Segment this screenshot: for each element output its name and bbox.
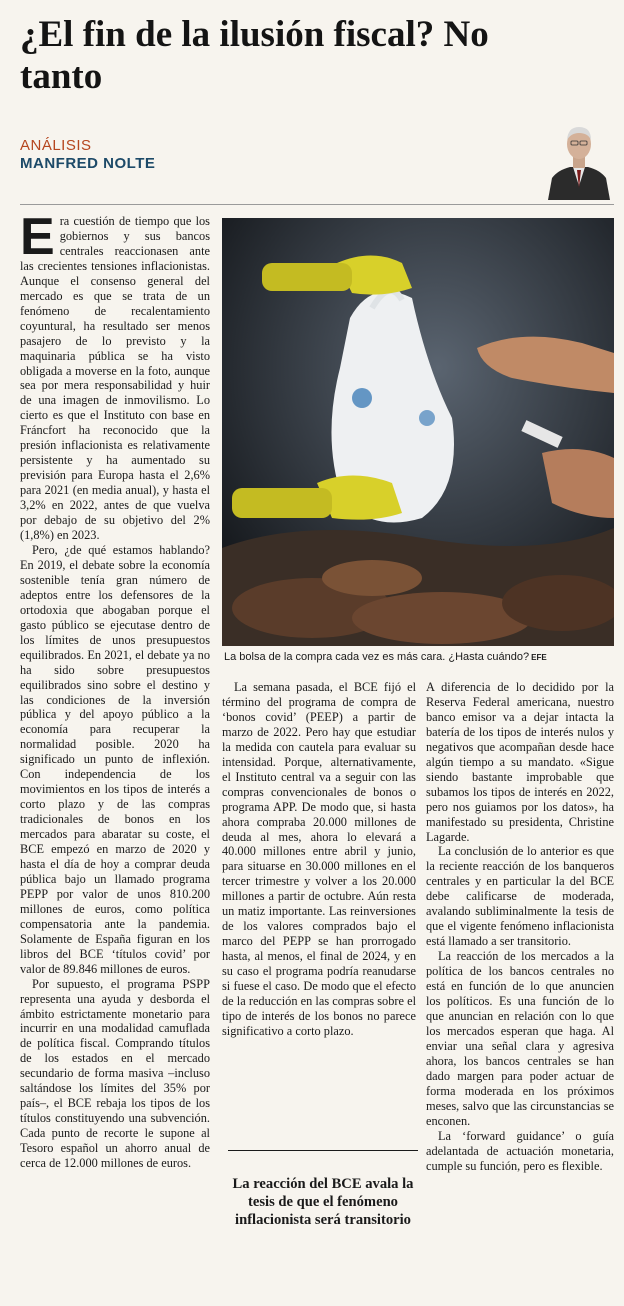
paragraph-2: Pero, ¿de qué estamos hablando? En 2019, el debate sobre la economía sostenible tenía gran número de adeptos entre los defensores de la ortodoxia que abogaban porque el gasto público se ejecutase dentro de los límites de unos presupuestos equilibrados. En 2021, el debate ya no ha sido sobre presupuestos equilibrados sino sobre el destino y las condiciones de la inversión pública y del apoyo público a la economía para recuperar la normalidad posible. 2020 ha significado un punto de inflexión. Con independencia de los movimientos en los tipos de interés a corto plazo y de las compras tradicionales de bonos en los mercados para abaratar su coste, el BCE empezó en marzo de 2020 y hasta el día de hoy a comprar deuda pública bajo un llamado programa PEPP por valor de unos 810.200 millones de euros, como política compensatoria ante la pandemia. Solamente de España figuran en los libros del BCE ‘títulos covid’ por valor de 89.846 millones de euros. xyxy=(20,542,210,976)
article-column-1 xyxy=(20,214,210,1274)
drop-cap: E xyxy=(20,214,55,266)
market-photo xyxy=(222,218,614,646)
paragraph-1: ra cuestión de tiempo que los gobiernos y sus bancos centrales reaccionasen ante las crecientes tensiones inflacionistas. Aunque el consenso general del mercado es que se trata de un fenómeno de recalentamiento coyuntural, ha resultado ser menos pasajero de lo previsto y la maquinaria pública se ha visto obligada a moverse en la foto, aunque sea por mera responsabilidad y huir de una imagen de inmovilismo. Lo cierto es que el Instituto con base en Fráncfort ha reconocido que la presión inflacionista es relativamente persistente y ha aumentado su previsión para Europa hasta el 2,6% para 2021 (en media anual), y hasta el 3,2% en 2022, antes de que vuelva por debajo de su objetivo del 2% (1,8%) en 2023. xyxy=(20,214,210,543)
paragraph-5: A diferencia de lo decidido por la Reserva Federal americana, nuestro banco emisor va a dejar intacta la batería de los tipos de interés nulos y negativos que acompañan desde hace algún tiempo a su mandato. «Sigue siendo bastante improbable que subamos los tipos de interés en 2022, pero nos guiamos por los datos», ha manifestado su presidenta, Christine Lagarde. xyxy=(426,680,614,844)
paragraph-8: La ‘forward guidance’ o guía adelantada de actuación monetaria, cumple su función, pero es flexible. xyxy=(426,1128,614,1173)
paragraph-6: La conclusión de lo anterior es que la reciente reacción de los banqueros centrales y en particular la del BCE debe calificarse de moderada, avalando subliminalmente la tesis de que el vigente fenómeno inflacionista está llamado a ser transitorio. xyxy=(426,844,614,949)
paragraph-7: La reacción de los mercados a la política de los bancos centrales no está en función de lo que anuncien los políticos. Es una función de lo que anuncian en relación con lo que los mercados esperan que haga. Al enviar una señal clara y agresiva ahora, los bancos centrales se han dado margen para poder actuar de forma moderada en los próximos meses, salvo que las circunstancias se enconen. xyxy=(426,949,614,1128)
paragraph-3: Por supuesto, el programa PSPP representa una ayuda y desborda el ámbito estrictamente monetario para incurrir en una modalidad camuflada de política fiscal. Comprando títulos de los estados en el mercado secundario de forma masiva –incluso saltándose los límites del 35% por país–, el BCE rebaja los tipos de los títulos constituyendo una subvención. Cada punto de recorte le supone al Tesoro español un ahorro anual de cerca de 12.000 millones de euros. xyxy=(20,976,210,1171)
pull-quote xyxy=(228,1150,418,1269)
paragraph-4: La semana pasada, el BCE fijó el término del programa de compra de ‘bonos covid’ (PEEP) a partir de marzo de 2022. Pero hay que estudiar la medida con cautela para evaluar su intensidad. Porque, alternativamente, el Instituto central va a seguir con las compras convencionales de bonos o programa APP. De modo que, si hasta ahora compraba 20.000 millones de deuda al mes, ahora lo elevará a 40.000 millones entre abril y junio, para situarse en 30.000 millones en el tercer trimestre y volver a los 20.000 millones a partir de octubre. Aún resta un matiz importante. Las reinversiones de los valores comprados bajo el marco del PEPP se han prorrogado hasta, al menos, el final de 2024, y en su caso el programa podría reanudarse si fuese el caso. De modo que el efecto de la reducción en las compras sobre el tipo de interés de los bonos no parece significativo a corto plazo. xyxy=(222,680,416,1038)
headline: ¿El fin de la ilusión fiscal? No tanto xyxy=(20,14,489,97)
section-label: ANÁLISIS xyxy=(20,137,92,154)
article-column-3 xyxy=(426,680,614,1276)
photo-caption: La bolsa de la compra cada vez es más cara. ¿Hasta cuándo? xyxy=(224,651,530,663)
author-name: MANFRED NOLTE xyxy=(20,155,156,172)
byline-rule xyxy=(20,204,614,205)
photo-credit: EFE xyxy=(531,653,547,662)
pull-quote-text: La reacción del BCE avala la tesis de que el fenómeno inflacionista será transitorio xyxy=(232,1176,414,1228)
author-portrait xyxy=(544,116,614,200)
article-column-2 xyxy=(222,680,416,1142)
photo-caption-line xyxy=(224,651,614,663)
